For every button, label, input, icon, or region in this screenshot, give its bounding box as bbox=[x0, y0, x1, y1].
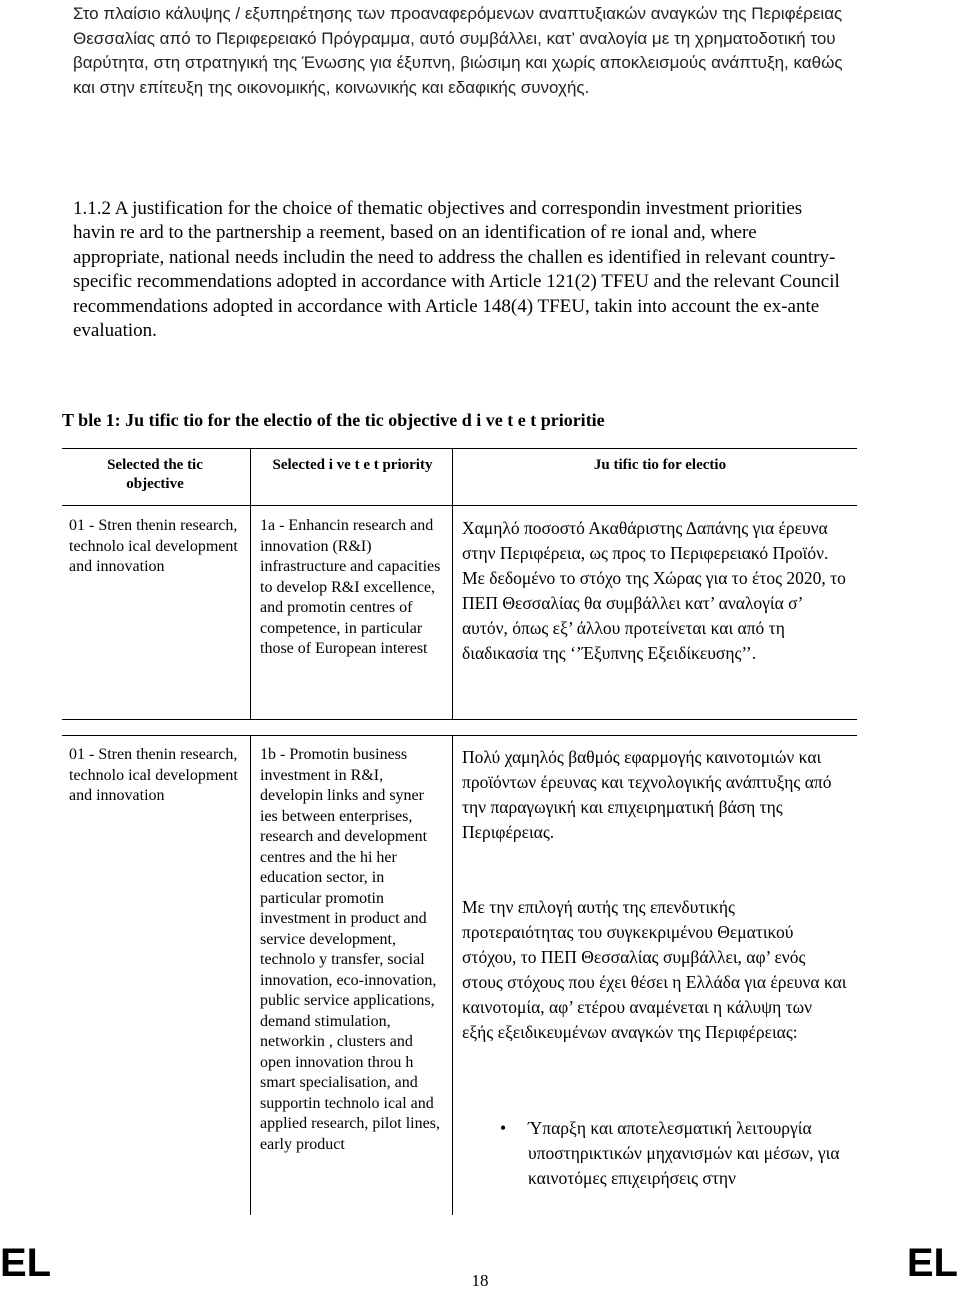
footer-language-mark-right: EL bbox=[906, 1241, 958, 1285]
bullet-item-text: Ύπαρξη και αποτελεσματική λειτουργία υποστηρικτικών μηχανισμών και μέσων, για καινοτόμες επιχειρήσεις στην bbox=[528, 1118, 840, 1188]
table-title: T ble 1: Ju tific tio for the electio of the tic objective d i ve t e t prioritie bbox=[62, 410, 605, 430]
col1-divider-b bbox=[250, 735, 251, 1215]
header-bottom-border bbox=[62, 505, 857, 506]
bullet-dot-icon: • bbox=[500, 1118, 507, 1138]
bullet-item bbox=[462, 1116, 847, 1191]
col2-divider-a bbox=[452, 448, 453, 719]
row1-objective: 01 - Stren thenin research, technolo ical development and innovation bbox=[69, 517, 238, 575]
header-thematic-objective: Selected the tic objective bbox=[107, 457, 203, 492]
footer-language-mark-left: EL bbox=[0, 1241, 52, 1285]
row2-priority: 1b - Promotin business investment in R&I, developin links and syner ies between enterprises, research and development centres and the hi her education sector, in particular promotin investment in product and service development, technolo y transfer, social innovation, eco-innovation, public service applications, demand stimulation, networkin , clusters and open innovation throu h smart specialisation, and supportin technolo ical and applied research, pilot lines, early product bbox=[260, 746, 440, 1153]
row1-priority: 1a - Enhancin research and innovation (R&I) infrastructure and capacities to develop R&I excellence, and promotin centres of competence, in particular those of European interest bbox=[260, 517, 441, 657]
header-justification: Ju tific tio for electio bbox=[593, 457, 727, 473]
table-top-border bbox=[62, 448, 857, 449]
row1-justification: Χαμηλό ποσοστό Ακαθάριστης Δαπάνης για έρευνα στην Περιφέρεια, ως προς το Περιφερειακό Προϊόν. Με δεδομένο το στόχο της Χώρας για το έτος 2020, το ΠΕΠ Θεσσαλίας θα συμβάλλει κατ’ αναλογία σ’ αυτόν, όπως εξ’ άλλου προτείνεται και από τη διαδικασία της ‘’Έξυπνης Εξειδίκευσης’’. bbox=[462, 518, 846, 663]
row2-top-border bbox=[62, 735, 857, 736]
col1-divider-a bbox=[250, 448, 251, 719]
intro-paragraph: Στο πλαίσιο κάλυψης / εξυπηρέτησης των προαναφερόμενων αναπτυξιακών αναγκών της Περιφέρειας Θεσσαλίας από το Περιφερειακό Πρόγραμμα, αυτό συμβάλλει, κατ’ αναλογία με τη χρηματοδοτική του βαρύτητα, στη στρατηγική της Ένωσης για έξυπνη, βιώσιμη και χωρίς αποκλεισμούς ανάπτυξη, καθώς και στην επίτευξη της οικονομικής, κοινωνικής και εδαφικής συνοχής. bbox=[73, 4, 843, 97]
row2-justification-p2: Με την επιλογή αυτής της επενδυτικής προτεραιότητας του συγκεκριμένου Θεματικού στόχου, το ΠΕΠ Θεσσαλίας συμβάλλει, αφ’ ενός στους στόχους που έχει θέσει η Ελλάδα για έρευνα και καινοτομία, αφ’ ετέρου αναμένεται η κάλυψη των εξής εξειδικευμένων αναγκών της Περιφέρειας: bbox=[462, 897, 847, 1042]
row2-justification-p1: Πολύ χαμηλός βαθμός εφαρμογής καινοτομιών και προϊόντων έρευνας και τεχνολογικής ανάπτυξης από την παραγωγική και επιχειρηματική βάση της Περιφέρειας. bbox=[462, 747, 832, 842]
row2-bullet-list bbox=[462, 1116, 847, 1191]
page-number: 18 bbox=[471, 1271, 489, 1290]
section-heading-1-1-2: 1.1.2 A justification for the choice of thematic objectives and correspondin investment priorities havin re ard to the partnership a reement, based on an identification of re ional and, where appropriate, national needs includin the need to address the challen es identified in relevant country-specific recommendations adopted in accordance with Article 121(2) TFEU and the relevant Council recommendations adopted in accordance with Article 148(4) TFEU, takin into account the ex-ante evaluation. bbox=[73, 198, 840, 342]
col2-divider-b bbox=[452, 735, 453, 1215]
row2-objective: 01 - Stren thenin research, technolo ical development and innovation bbox=[69, 746, 238, 804]
row1-bottom-border bbox=[62, 719, 857, 720]
header-investment-priority: Selected i ve t e t priority bbox=[272, 457, 433, 473]
